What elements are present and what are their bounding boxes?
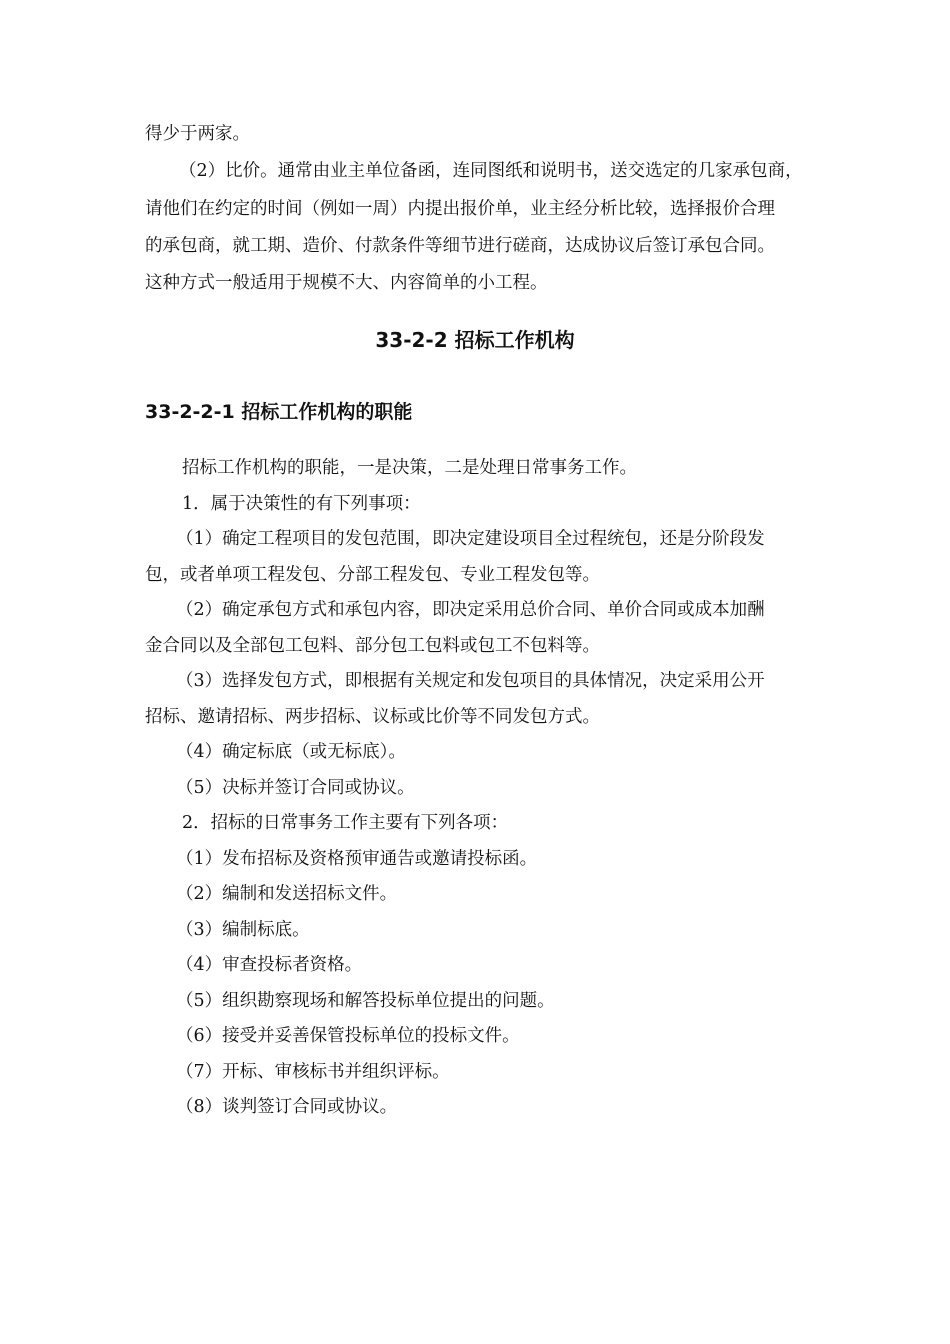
list-item: （7）开标、审核标书并组织评标。 bbox=[176, 1062, 450, 1082]
paragraph-line: 请他们在约定的时间（例如一周）内提出报价单，业主经分析比较，选择报价合理 bbox=[145, 199, 775, 219]
list-heading: 1．属于决策性的有下列事项： bbox=[182, 494, 421, 514]
list-item: （1）发布招标及资格预审通告或邀请投标函。 bbox=[176, 849, 538, 869]
paragraph-line: 这种方式一般适用于规模不大、内容简单的小工程。 bbox=[145, 273, 548, 293]
list-item: （2）编制和发送招标文件。 bbox=[176, 884, 398, 904]
paragraph-line: （2）比价。通常由业主单位备函，连同图纸和说明书，送交选定的几家承包商， bbox=[179, 161, 803, 181]
list-item: （1）确定工程项目的发包范围，即决定建设项目全过程统包，还是分阶段发 bbox=[176, 529, 765, 549]
section-heading: 33-2-2 招标工作机构 bbox=[375, 328, 575, 352]
list-item: （8）谈判签订合同或协议。 bbox=[176, 1097, 398, 1117]
subsection-heading: 33-2-2-1 招标工作机构的职能 bbox=[145, 401, 413, 423]
list-item: （5）组织勘察现场和解答投标单位提出的问题。 bbox=[176, 991, 555, 1011]
paragraph-line: 得少于两家。 bbox=[145, 124, 250, 144]
list-item-continuation: 金合同以及全部包工包料、部分包工包料或包工不包料等。 bbox=[145, 636, 600, 656]
list-item: （4）审查投标者资格。 bbox=[176, 955, 363, 975]
list-item-continuation: 包，或者单项工程发包、分部工程发包、专业工程发包等。 bbox=[145, 565, 600, 585]
paragraph-line: 的承包商，就工期、造价、付款条件等细节进行磋商，达成协议后签订承包合同。 bbox=[145, 236, 775, 256]
paragraph-line: 招标工作机构的职能，一是决策，二是处理日常事务工作。 bbox=[182, 458, 637, 478]
list-item-continuation: 招标、邀请招标、两步招标、议标或比价等不同发包方式。 bbox=[145, 707, 600, 727]
list-item: （2）确定承包方式和承包内容，即决定采用总价合同、单价合同或成本加酬 bbox=[176, 600, 765, 620]
list-item: （3）编制标底。 bbox=[176, 920, 310, 940]
list-item: （6）接受并妥善保管投标单位的投标文件。 bbox=[176, 1026, 520, 1046]
list-item: （3）选择发包方式，即根据有关规定和发包项目的具体情况，决定采用公开 bbox=[176, 671, 765, 691]
list-heading: 2．招标的日常事务工作主要有下列各项： bbox=[182, 813, 509, 833]
list-item: （4）确定标底（或无标底）。 bbox=[176, 742, 406, 762]
list-item: （5）决标并签订合同或协议。 bbox=[176, 778, 415, 798]
